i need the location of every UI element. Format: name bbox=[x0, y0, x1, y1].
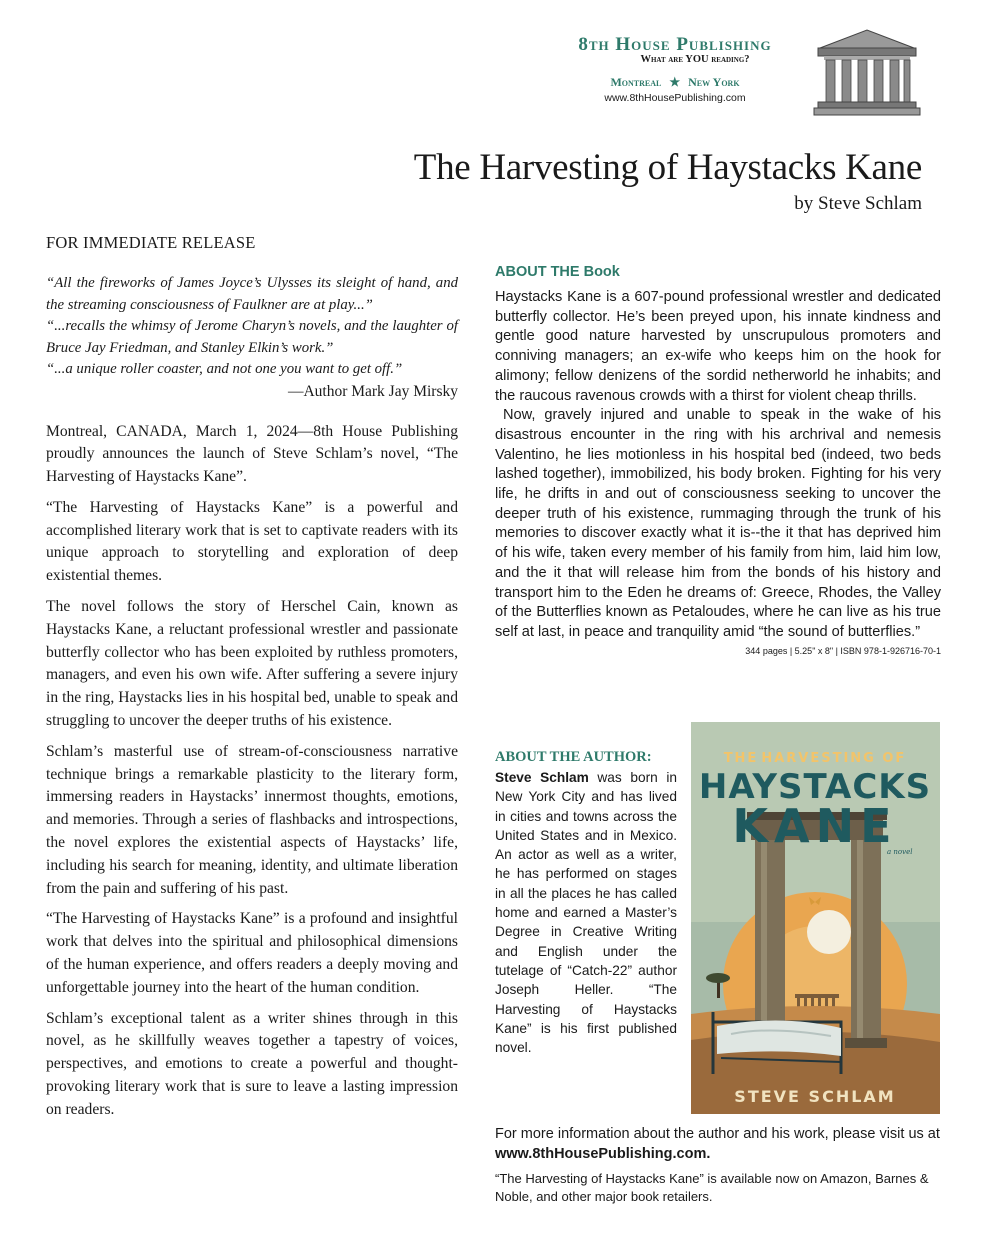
city-new-york: New York bbox=[688, 75, 740, 89]
release-paragraph: Schlam’s masterful use of stream-of-consciousness narrative technique brings a remarkable plasticity to the literary form, immersing readers in Haystacks’ innermost thoughts, emotions, and memories. Through a series of flashbacks and introspections, the novel explores the existential aspects of Haystacks’ life, including his search for meaning, identity, and ultimate liberation from the pain and suffering of his past. bbox=[46, 742, 458, 897]
release-paragraph: “The Harvesting of Haystacks Kane” is a powerful and accomplished literary work that is set to captivate readers with its unique approach to storytelling and exploration of deep existential themes. bbox=[46, 498, 458, 585]
release-paragraph: The novel follows the story of Herschel Cain, known as Haystacks Kane, a reluctant professional wrestler and passionate butterfly collector who has been exploited by ruthless promoters, managers, and even his own wife. After suffering a severe injury in the ring, Haystacks lies in his hospital bed, unable to speak and struggling to uncover the deeper truths of his existence. bbox=[46, 598, 458, 730]
press-release-column bbox=[46, 233, 458, 1130]
about-author-heading: ABOUT THE AUTHOR: bbox=[495, 749, 652, 765]
author-bio-text: was born in New York City and has lived in cities and towns across the United States and in Mexico. An actor as well as a writer, he has performed on stages in all the places he has called home and earned a Master’s Degree in Creative Writing and English under the tutelage of “Catch-22” author Joseph Heller. “The Harvesting of Haystacks Kane” is his first published novel. bbox=[495, 770, 677, 1056]
about-book-heading: ABOUT THE Book bbox=[495, 264, 620, 280]
cover-title-haystacks: HAYSTACKS bbox=[698, 767, 932, 807]
release-paragraph: “The Harvesting of Haystacks Kane” is a profound and insightful work that delves into the spiritual and philosophical dimensions of the human experience, and offers readers a deeply moving and unforgettable journey into the heart of the human condition. bbox=[46, 910, 458, 996]
review-quote: “...recalls the whimsy of Jerome Charyn’s novels, and the laughter of Bruce Jay Friedman, and Stanley Elkin’s work.” bbox=[46, 318, 458, 356]
publisher-cities bbox=[530, 75, 820, 90]
quote-attribution: —Author Mark Jay Mirsky bbox=[287, 382, 458, 400]
publisher-name: 8th House Publishing bbox=[578, 34, 772, 55]
svg-text:THEHARVESTING OF bbox=[724, 751, 907, 766]
temple-logo-icon bbox=[812, 26, 922, 118]
cover-title-harvesting: HARVESTING OF bbox=[761, 751, 907, 766]
more-info-text: For more information about the author and his work, please visit us at bbox=[495, 1126, 940, 1142]
book-title: The Harvesting of Haystacks Kane bbox=[413, 147, 922, 188]
publisher-header bbox=[530, 34, 820, 104]
availability-note: “The Harvesting of Haystacks Kane” is available now on Amazon, Barnes & Noble, and other major book retailers. bbox=[495, 1171, 929, 1204]
website-link[interactable]: www.8thHousePublishing.com. bbox=[495, 1145, 711, 1162]
cover-title-kane: KANE bbox=[732, 799, 898, 853]
star-icon: ★ bbox=[669, 75, 681, 89]
more-info bbox=[495, 1125, 941, 1164]
about-book-paragraph: Haystacks Kane is a 607-pound professional wrestler and dedicated butterfly collector. He’s been preyed upon, his innate kindness and gentle good nature harvested by unscrupulous promoters and conniving managers; an ex-wife who keeps him on the hook for alimony; fellow denizens of the sordid netherworld he inhabits; and the raucous ravenous crowds with a thirst for violent cheap thrills. bbox=[495, 289, 941, 404]
cover-subtitle: a novel bbox=[887, 848, 913, 856]
about-book-section bbox=[495, 264, 941, 656]
review-quote: “...a unique roller coaster, and not one you want to get off.” bbox=[46, 361, 403, 377]
author-name: Steve Schlam bbox=[495, 770, 589, 785]
book-cover-image bbox=[691, 722, 940, 1114]
publisher-url[interactable]: www.8thHousePublishing.com bbox=[604, 92, 746, 104]
book-byline: by Steve Schlam bbox=[794, 193, 922, 214]
release-paragraph: Montreal, CANADA, March 1, 2024—8th House Publishing proudly announces the launch of Steve Schlam’s novel, “The Harvesting of Haystacks Kane”. bbox=[46, 422, 458, 486]
about-book-paragraph: Now, gravely injured and unable to speak in the wake of his disastrous encounter in the ring with his archrival and nemesis Valentino, he lies motionless in his hospital bed (indeed, two beds lashed together), immobilized, his body broken. Fighting for his very life, he drifts in and out of consciousness seeking to uncover the deeper truth of his existence, rummaging through the trunk of his memories to discover exactly what it is--the it that has deprived him of his wife, taken every member of his family from him, laid him low, and the it that will release him from the bonds of his history and transport him to the Eden he dreams of: Greece, Rhodes, the Valley of the Butterflies known as Petaloudes, where he can live as his true self at last, in peace and tranquility amid “the sound of butterflies.” bbox=[495, 407, 941, 640]
release-paragraph: Schlam’s exceptional talent as a writer shines through in this novel, as he skillfully weaves together a tapestry of voices, perspectives, and emotions to create a powerful and thought-provoking literary work that is sure to leave a lasting impression on readers. bbox=[46, 1009, 458, 1118]
publisher-tagline: What are YOU reading? bbox=[640, 54, 750, 65]
cover-author: STEVE SCHLAM bbox=[734, 1087, 896, 1106]
cover-title-the: THE bbox=[723, 751, 759, 766]
city-montreal: Montreal bbox=[610, 75, 662, 89]
book-specs: 344 pages | 5.25" x 8" | ISBN 978-1-926716-70-1 bbox=[745, 645, 941, 656]
review-quote: “All the fireworks of James Joyce’s Ulysses its sleight of hand, and the streaming consciousness of Faulkner are at play...” bbox=[46, 275, 458, 313]
release-label: FOR IMMEDIATE RELEASE bbox=[46, 233, 256, 252]
author-bio bbox=[495, 768, 677, 1057]
